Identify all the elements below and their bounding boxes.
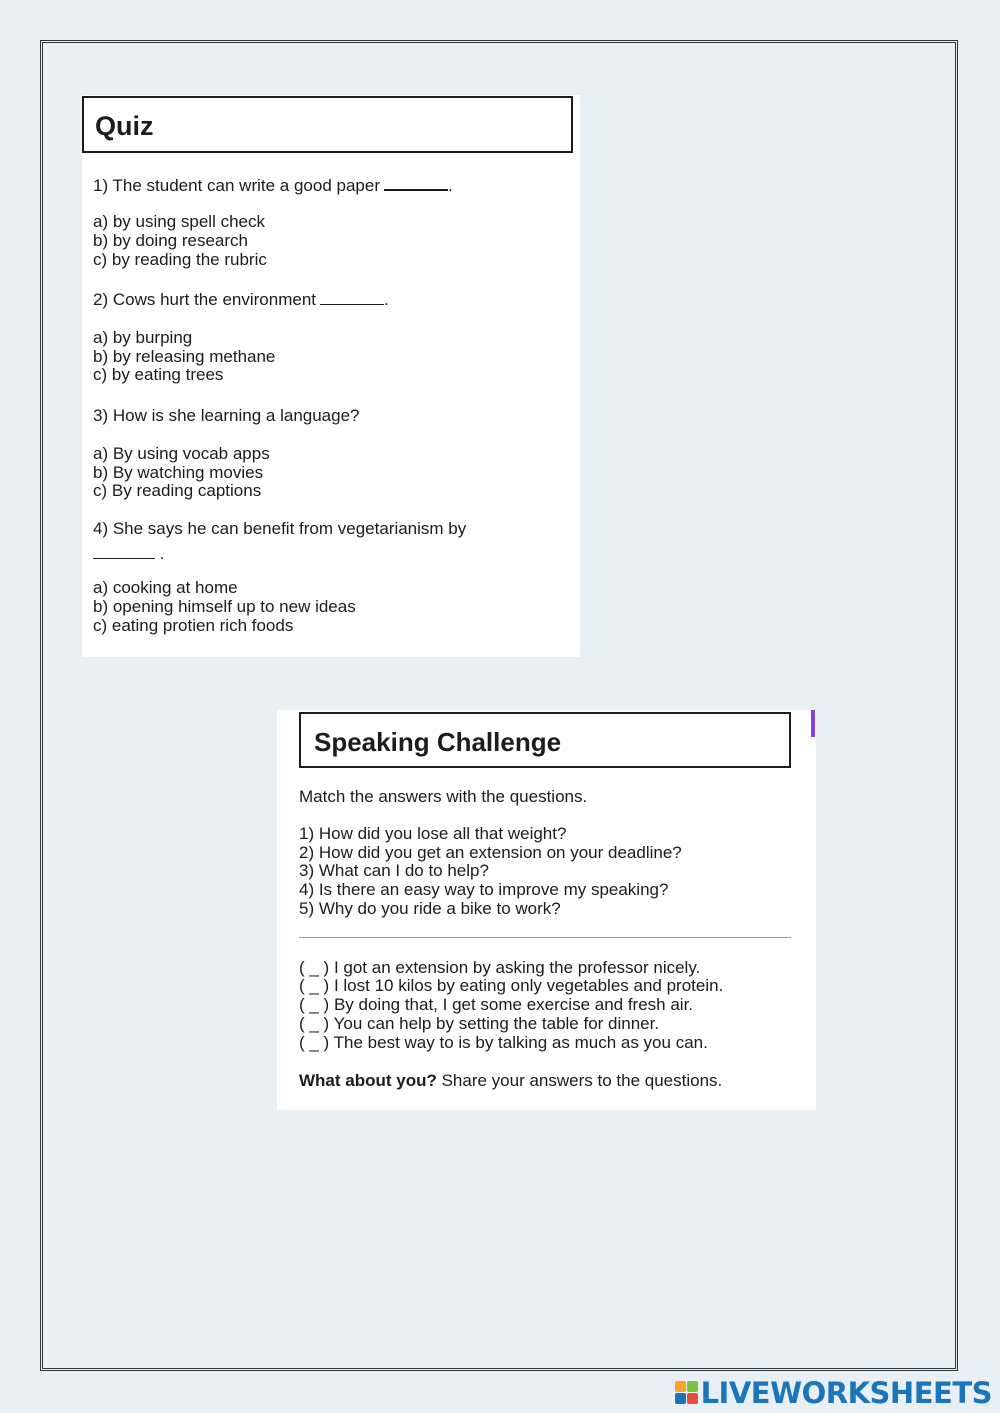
speaking-answer: ( _ ) The best way to is by talking as much as you can. <box>299 1033 708 1052</box>
question-suffix: . <box>159 544 165 563</box>
liveworksheets-logo[interactable] <box>675 1376 992 1410</box>
question-suffix: . <box>447 176 453 195</box>
speaking-closing <box>299 1071 722 1090</box>
quiz-title: Quiz <box>82 96 573 153</box>
answer-blank <box>320 290 384 305</box>
quiz-question-1 <box>93 175 453 195</box>
speaking-question: 1) How did you lose all that weight? <box>299 824 567 843</box>
speaking-answer: ( _ ) You can help by setting the table for dinner. <box>299 1014 660 1033</box>
quiz-option: c) By reading captions <box>93 481 262 500</box>
quiz-option: a) by using spell check <box>93 212 265 231</box>
quiz-option: b) by doing research <box>93 231 248 250</box>
quiz-option: c) by reading the rubric <box>93 250 267 269</box>
quiz-question-3: 3) How is she learning a language? <box>93 406 360 425</box>
liveworksheets-brand: LIVEWORKSHEETS <box>700 1376 992 1410</box>
question-text: 2) Cows hurt the environment <box>93 290 316 309</box>
speaking-answer: ( _ ) I lost 10 kilos by eating only vegetables and protein. <box>299 976 724 995</box>
quiz-option: a) by burping <box>93 328 193 347</box>
quiz-question-4: 4) She says he can benefit from vegetarianism by <box>93 519 467 538</box>
closing-bold: What about you? <box>299 1071 437 1090</box>
speaking-answer: ( _ ) I got an extension by asking the professor nicely. <box>299 958 701 977</box>
accent-bar <box>811 710 815 737</box>
speaking-question: 3) What can I do to help? <box>299 861 489 880</box>
speaking-instruction: Match the answers with the questions. <box>299 787 588 806</box>
answer-blank <box>93 544 155 559</box>
quiz-option: a) cooking at home <box>93 578 238 597</box>
quiz-option: a) By using vocab apps <box>93 444 270 463</box>
quiz-question-2 <box>93 290 389 309</box>
question-text: 1) The student can write a good paper <box>93 176 380 195</box>
liveworksheets-logo-icon <box>675 1381 699 1405</box>
speaking-title: Speaking Challenge <box>299 712 791 768</box>
quiz-option: b) by releasing methane <box>93 347 276 366</box>
question-suffix: . <box>384 290 389 309</box>
speaking-question: 5) Why do you ride a bike to work? <box>299 899 561 918</box>
quiz-option: b) By watching movies <box>93 463 264 482</box>
quiz-option: c) eating protien rich foods <box>93 616 294 635</box>
speaking-question: 4) Is there an easy way to improve my speaking? <box>299 880 669 899</box>
divider <box>299 937 791 938</box>
answer-blank <box>384 175 448 191</box>
quiz-card <box>82 95 580 657</box>
speaking-challenge-card <box>277 710 816 1110</box>
closing-text: Share your answers to the questions. <box>436 1071 723 1090</box>
speaking-question: 2) How did you get an extension on your deadline? <box>299 843 682 862</box>
quiz-option: c) by eating trees <box>93 365 224 384</box>
speaking-answer: ( _ ) By doing that, I get some exercise and fresh air. <box>299 995 694 1014</box>
quiz-question-4-blank-line <box>93 544 164 563</box>
quiz-option: b) opening himself up to new ideas <box>93 597 356 616</box>
